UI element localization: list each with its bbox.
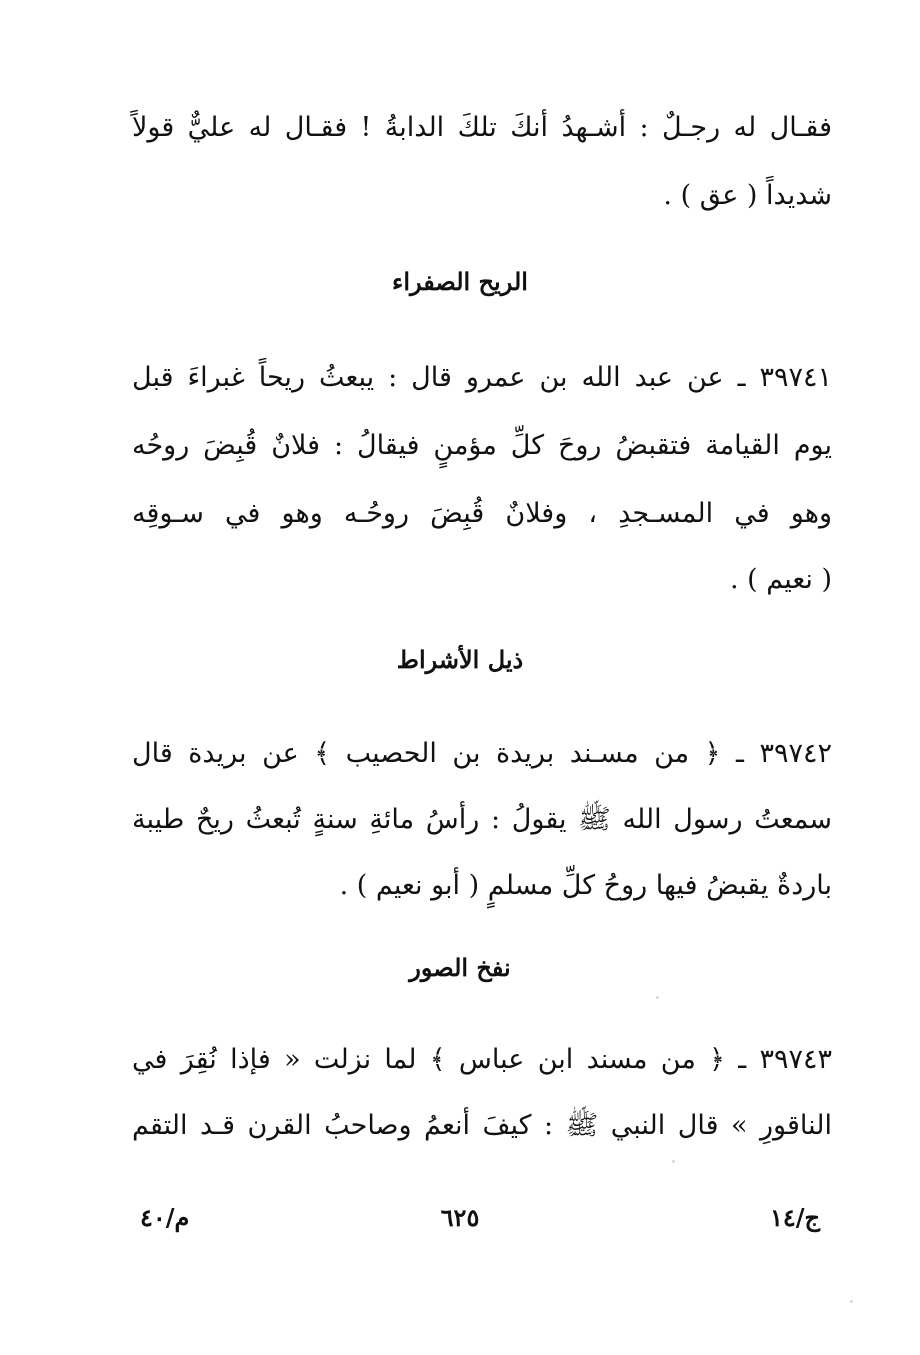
paragraph-3-line-2: سمعتُ رسول الله ﷺ يقولُ : رأسُ مائةِ سنةٍ تُبعثُ ريحٌ طيبة: [132, 804, 832, 835]
paragraph-2-line-4: ( نعيم ) .: [729, 564, 832, 595]
paragraph-2-line-3: وهو في المسـجدِ ، وفلانٌ قُبِضَ روحُـه وهو في سـوقِه: [132, 498, 832, 529]
paragraph-4-line-1: ٣٩٧٤٣ ـ ﴿ من مسند ابن عباس ﴾ لما نزلت « فإذا نُقِرَ في: [132, 1044, 832, 1075]
scan-speck: [850, 1300, 853, 1303]
paragraph-4-line-2: الناقورِ » قال النبي ﷺ : كيفَ أنعمُ وصاحبُ القرن قـد التقم: [132, 1110, 832, 1141]
signature-marker: م/٤٠: [140, 1203, 190, 1232]
paragraph-1-line-2: شديداً ( عق ) .: [663, 180, 832, 211]
page-number: ٦٢٥: [440, 1203, 480, 1232]
paragraph-2-line-1: ٣٩٧٤١ ـ عن عبد الله بن عمرو قال : يبعثُ ريحاً غبراءَ قبل: [132, 362, 832, 393]
section-heading-trumpet-blowing: نفخ الصور: [409, 953, 511, 982]
scan-speck: [672, 1160, 675, 1163]
section-heading-yellow-wind: الريح الصفراء: [392, 267, 528, 296]
scan-speck: [656, 996, 659, 999]
paragraph-3-line-3: باردةٌ يقبضُ فيها روحُ كلِّ مسلمٍ ( أبو نعيم ) .: [339, 870, 832, 901]
volume-marker: ج/١٤: [769, 1203, 820, 1232]
paragraph-3-line-1: ٣٩٧٤٢ ـ ﴿ من مسـند بريدة بن الحصيب ﴾ عن بريدة قال: [132, 738, 832, 769]
section-heading-signs-appendix: ذيل الأشراط: [396, 645, 524, 674]
paragraph-1-line-1: فقـال له رجـلٌ : أشـهدُ أنكَ تلكَ الدابةُ ! فقـال له عليٌّ قولاً: [132, 112, 832, 143]
paragraph-2-line-2: يوم القيامة فتقبضُ روحَ كلِّ مؤمنٍ فيقالُ : فلانٌ قُبِضَ روحُه: [132, 430, 832, 461]
